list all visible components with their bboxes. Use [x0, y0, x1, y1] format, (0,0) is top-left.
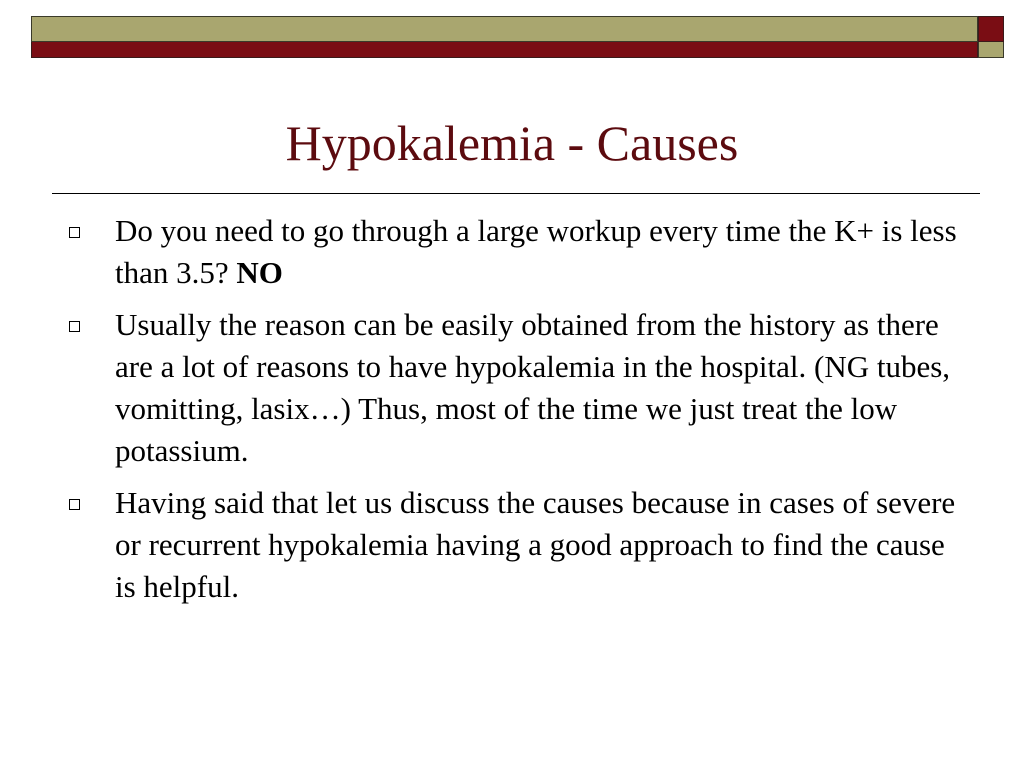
bullet-emphasis: NO	[236, 255, 283, 290]
bullet-item	[66, 482, 966, 608]
bullet-text: Usually the reason can be easily obtained from the history as there are a lot of reasons to have hypokalemia in the hospital. (NG tubes, vomitting, lasix…) Thus, most of the time we just treat the low potassium.	[115, 307, 951, 468]
header-corner-square-olive	[978, 42, 1004, 58]
slide-title: Hypokalemia - Causes	[285, 115, 739, 171]
hollow-square-icon	[69, 227, 80, 238]
header-banner-maroon	[31, 42, 978, 58]
hollow-square-icon	[69, 499, 80, 510]
header-banner-olive	[31, 16, 978, 42]
bullet-text: Having said that let us discuss the causes because in cases of severe or recurrent hypokalemia having a good approach to find the cause is helpful.	[115, 485, 956, 604]
header-corner-square-maroon	[978, 16, 1004, 42]
bullet-list	[66, 210, 966, 618]
title-divider	[52, 193, 980, 194]
bullet-text: Do you need to go through a large workup every time the K+ is less than 3.5?	[115, 213, 957, 290]
hollow-square-icon	[69, 321, 80, 332]
bullet-item	[66, 210, 966, 294]
bullet-item	[66, 304, 966, 472]
